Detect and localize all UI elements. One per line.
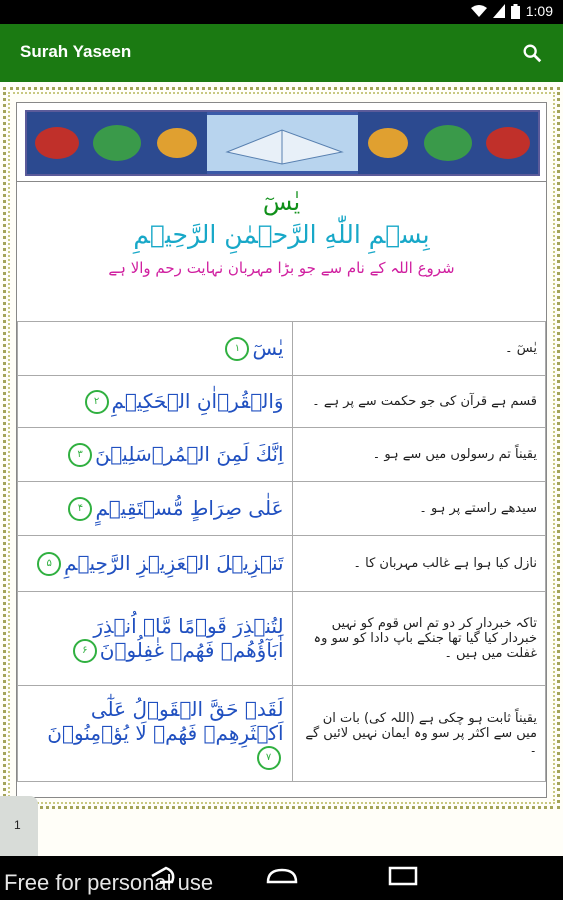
verse-urdu: یقیناً ثابت ہو چکی ہے (اللہ کی) بات ان میں سے اکثر پر سو وہ ایمان نہیں لائیں گے ۔ xyxy=(292,686,545,782)
verse-urdu: قسم ہے قرآن کی جو حکمت سے پر ہے ۔ xyxy=(292,376,545,428)
signal-icon xyxy=(493,4,505,18)
quran-page xyxy=(0,82,563,856)
verse-urdu: تاکہ خبردار کر دو تم اس قوم کو نہیں خبردار کیا گیا تھا جنکے باپ دادا کو سو وہ غفلت میں ہیں ۔ xyxy=(292,592,545,686)
bismillah: بِسۡمِ اللّٰهِ الرَّحۡمٰنِ الرَّحِيۡمِ xyxy=(133,220,430,249)
verse-urdu: یقیناً تم رسولوں میں سے ہو ۔ xyxy=(292,428,545,482)
verse-arabic: اِنَّكَ لَمِنَ الۡمُرۡسَلِيۡنَ۳ xyxy=(18,428,293,482)
decorative-banner xyxy=(25,110,540,176)
ayah-number-icon: ۵ xyxy=(37,552,61,576)
ayah-number-icon: ۴ xyxy=(68,497,92,521)
ayah-number-icon: ۱ xyxy=(225,337,249,361)
verse-row xyxy=(18,536,546,592)
surah-name: یٰسٓ xyxy=(262,188,301,216)
watermark-text: Free for personal use xyxy=(4,870,214,895)
app-title: Surah Yaseen xyxy=(20,42,132,61)
surah-header xyxy=(17,181,546,322)
ayah-number-icon: ۶ xyxy=(73,639,97,663)
page-number-tab[interactable]: 1 xyxy=(0,796,38,856)
verse-row xyxy=(18,322,546,376)
battery-icon xyxy=(511,4,520,19)
verse-row xyxy=(18,592,546,686)
bismillah-translation: شروع اللہ کے نام سے جو بڑا مہربان نہایت رحم والا ہے xyxy=(108,259,455,277)
page-content xyxy=(16,102,547,798)
status-bar xyxy=(0,0,563,24)
verse-urdu: یٰسٓ ۔ xyxy=(292,322,545,376)
home-icon[interactable] xyxy=(262,862,302,890)
verse-arabic: لِتُنۡذِرَ قَوۡمًا مَّاۤ اُنۡذِرَ اٰبَآؤُهُمۡ فَهُمۡ غٰفِلُوۡنَ۶ xyxy=(18,592,293,686)
verse-arabic: يٰسٓ۱ xyxy=(18,322,293,376)
verse-urdu: سیدھے راستے پر ہو ۔ xyxy=(292,482,545,536)
verse-arabic: وَالۡقُرۡاٰنِ الۡحَكِيۡمِ۲ xyxy=(18,376,293,428)
status-time: 1:09 xyxy=(525,3,553,19)
verse-arabic: عَلٰى صِرَاطٍ مُّسۡتَقِيۡمٍ۴ xyxy=(18,482,293,536)
recents-icon[interactable] xyxy=(384,862,424,890)
app-bar xyxy=(0,24,563,82)
ayah-number-icon: ۲ xyxy=(85,390,109,414)
verse-arabic: لَقَدۡ حَقَّ الۡقَوۡلُ عَلٰٓى اَكۡثَرِهِمۡ فَهُمۡ لَا يُؤۡمِنُوۡنَ۷ xyxy=(18,686,293,782)
verses-table xyxy=(17,321,546,782)
ayah-number-icon: ۳ xyxy=(68,443,92,467)
search-icon[interactable] xyxy=(521,42,543,64)
verse-row xyxy=(18,428,546,482)
ayah-number-icon: ۷ xyxy=(257,746,281,770)
verse-arabic: تَنۡزِيۡلَ الۡعَزِيۡزِ الرَّحِيۡمِ۵ xyxy=(18,536,293,592)
verse-row xyxy=(18,376,546,428)
verse-urdu: نازل کیا ہوا ہے غالب مہربان کا ۔ xyxy=(292,536,545,592)
verse-row xyxy=(18,686,546,782)
verse-row xyxy=(18,482,546,536)
wifi-icon xyxy=(471,4,487,18)
